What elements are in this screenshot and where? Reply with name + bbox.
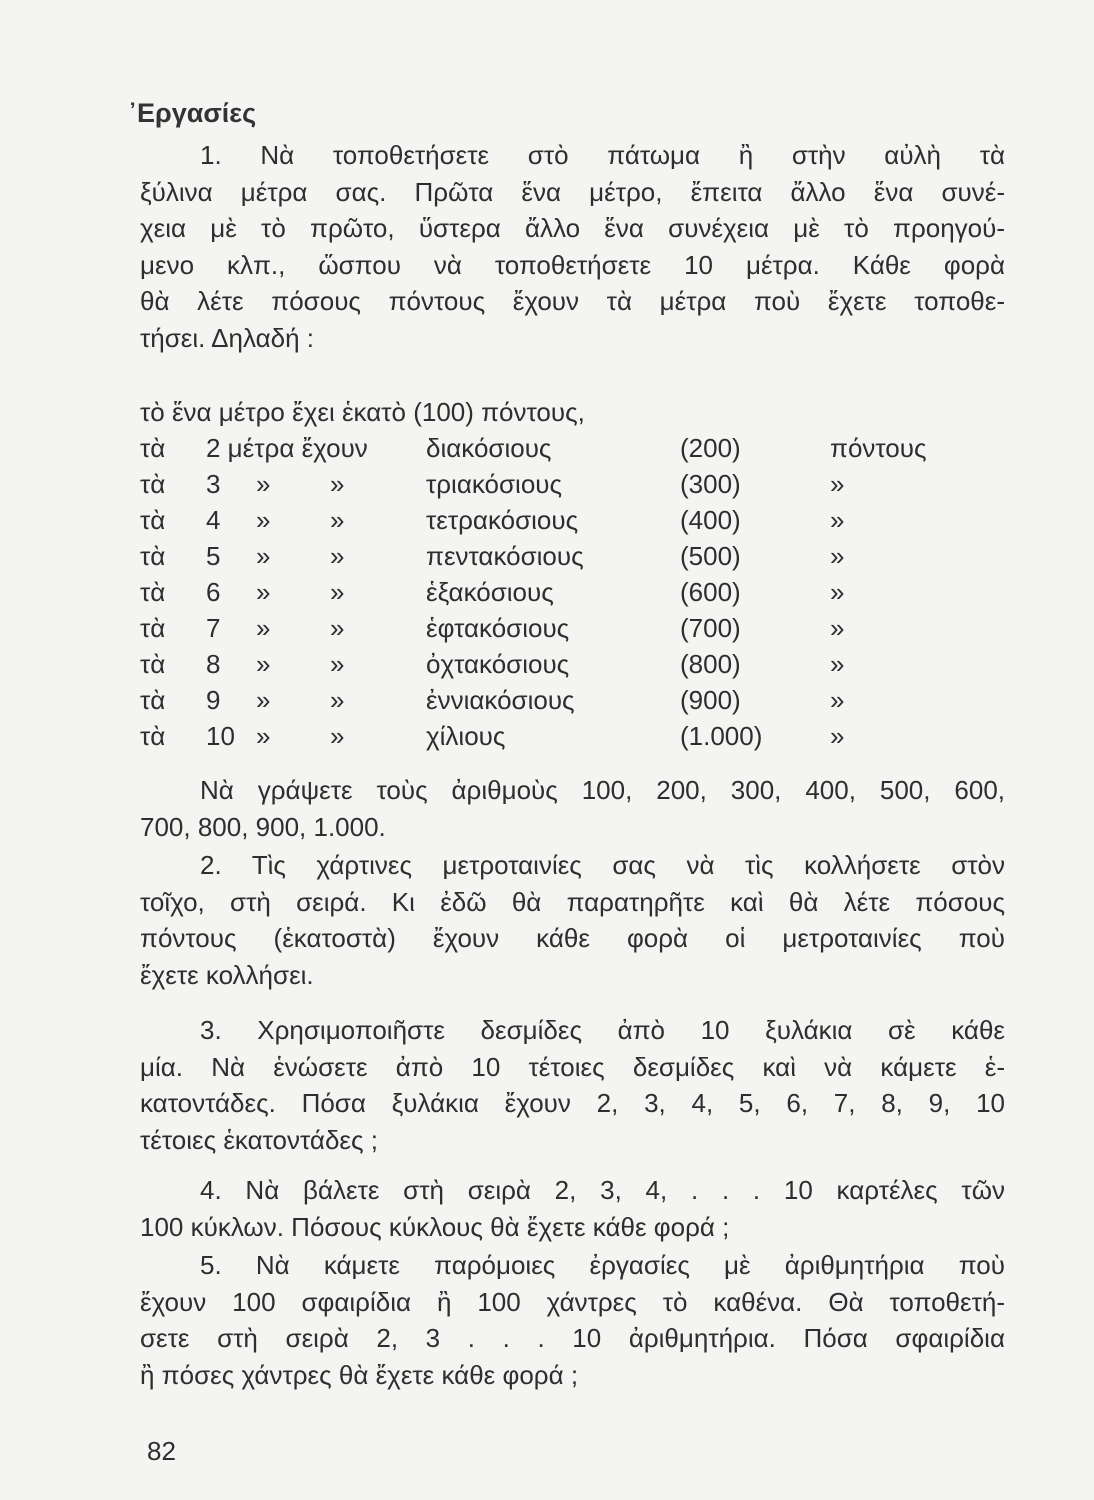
text-line: 100 κύκλων. Πόσους κύκλους θὰ ἔχετε κάθε φορά ; xyxy=(140,1211,730,1242)
text-line: 3. Χρησιμοποιῆστε δεσμίδες ἀπὸ 10 ξυλάκια σὲ κάθε xyxy=(200,1015,1005,1045)
table-cell-q1: » xyxy=(256,649,271,679)
table-cell-word: ἐννιακόσιους xyxy=(426,685,575,715)
table-cell-word: χίλιους xyxy=(426,721,506,751)
text-line: σετε στὴ σειρὰ 2, 3 . . . 10 ἀριθμητήρια. Πόσα σφαιρίδια xyxy=(140,1323,1005,1353)
text-line: χεια μὲ τὸ πρῶτο, ὕστερα ἄλλο ἕνα συνέχεια μὲ τὸ προηγού- xyxy=(140,213,1005,243)
table-cell-q2: » xyxy=(330,541,345,571)
write-numbers-paragraph xyxy=(140,772,1005,845)
table-cell-q1: » xyxy=(256,685,271,715)
table-cell-val: (700) xyxy=(680,613,741,643)
table-cell-word: πεντακόσιους xyxy=(426,541,584,571)
table-row xyxy=(140,502,1020,538)
text-line: 700, 800, 900, 1.000. xyxy=(140,811,386,842)
table-cell-word: τριακόσιους xyxy=(426,469,563,499)
table-cell-unit: » xyxy=(830,469,845,499)
table-cell-unit: » xyxy=(830,685,845,715)
section-heading: ᾿Εργασίες xyxy=(128,98,257,128)
table-cell-q2: » xyxy=(330,721,345,751)
table-cell-q1: » xyxy=(256,541,271,571)
table-cell-val: (500) xyxy=(680,541,741,571)
table-first-row-text: τὸ ἕνα μέτρο ἔχει ἑκατὸ (100) πόντους, xyxy=(140,397,585,427)
table-cell-num: 7 xyxy=(206,613,221,643)
table-cell-q2: » xyxy=(330,469,345,499)
table-cell-num: 9 xyxy=(206,685,221,715)
table-row xyxy=(140,466,1020,502)
table-cell-val: (200) xyxy=(680,433,741,463)
table-cell-unit: » xyxy=(830,505,845,535)
table-cell-num: 10 xyxy=(206,721,235,751)
table-cell-art: τὰ xyxy=(140,541,166,571)
table-cell-q2: » xyxy=(330,613,345,643)
text-line: Νὰ γράψετε τοὺς ἀριθμοὺς 100, 200, 300, 400, 500, 600, xyxy=(200,775,1005,805)
text-line: μία. Νὰ ἑνώσετε ἀπὸ 10 τέτοιες δεσμίδες καὶ νὰ κάμετε ἑ- xyxy=(140,1051,1005,1082)
table-cell-art: τὰ xyxy=(140,685,166,715)
exercise-5 xyxy=(140,1247,1005,1393)
table-cell-num: 8 xyxy=(206,649,221,679)
exercise-3 xyxy=(140,1012,1005,1158)
exercise-2 xyxy=(140,847,1005,993)
table-cell-word: ὀχτακόσιους xyxy=(426,649,570,679)
text-line: κατοντάδες. Πόσα ξυλάκια ἔχουν 2, 3, 4, 5, 6, 7, 8, 9, 10 xyxy=(140,1088,1005,1118)
text-line: ἔχετε κολλήσει. xyxy=(140,959,314,990)
table-cell-unit: » xyxy=(830,613,845,643)
table-cell-art: τὰ xyxy=(140,613,166,643)
table-cell-q2: » xyxy=(330,577,345,607)
table-cell-val: (1.000) xyxy=(680,721,763,751)
table-cell-num: 2 μέτρα ἔχουν xyxy=(206,433,368,463)
table-row xyxy=(140,682,1020,718)
page-number: 82 xyxy=(147,1436,176,1466)
table-cell-word: ἑξακόσιους xyxy=(426,577,554,607)
text-line: ξύλινα μέτρα σας. Πρῶτα ἕνα μέτρο, ἔπειτα ἄλλο ἕνα συνέ- xyxy=(140,176,1005,207)
table-cell-q1: » xyxy=(256,505,271,535)
table-cell-q1: » xyxy=(256,577,271,607)
exercise-1 xyxy=(140,137,1005,356)
table-cell-q1: » xyxy=(256,469,271,499)
table-cell-art: τὰ xyxy=(140,433,166,463)
text-line: πόντους (ἑκατοστὰ) ἔχουν κάθε φορὰ οἱ μετροταινίες ποὺ xyxy=(140,923,1005,953)
table-row xyxy=(140,538,1020,574)
text-line: ἔχουν 100 σφαιρίδια ἢ 100 χάντρες τὸ καθένα. Θὰ τοποθετή- xyxy=(140,1286,1005,1317)
table-cell-art: τὰ xyxy=(140,469,166,499)
table-row xyxy=(140,718,1020,754)
table-row xyxy=(140,610,1020,646)
table-cell-unit: » xyxy=(830,649,845,679)
text-line: 1. Νὰ τοποθετήσετε στὸ πάτωμα ἢ στὴν αὐλὴ τὰ xyxy=(200,140,1005,170)
meters-table xyxy=(140,394,1020,754)
table-cell-unit: » xyxy=(830,721,845,751)
table-cell-art: τὰ xyxy=(140,577,166,607)
table-cell-unit: » xyxy=(830,541,845,571)
table-cell-unit: » xyxy=(830,577,845,607)
table-row xyxy=(140,646,1020,682)
text-line: ἢ πόσες χάντρες θὰ ἔχετε κάθε φορά ; xyxy=(140,1359,579,1390)
table-cell-art: τὰ xyxy=(140,649,166,679)
text-line: 2. Τὶς χάρτινες μετροταινίες σας νὰ τὶς κολλήσετε στὸν xyxy=(200,850,1005,880)
table-cell-q2: » xyxy=(330,505,345,535)
table-cell-q1: » xyxy=(256,721,271,751)
table-cell-val: (600) xyxy=(680,577,741,607)
text-line: τοῖχο, στὴ σειρά. Κι ἐδῶ θὰ παρατηρῆτε καὶ θὰ λέτε πόσους xyxy=(140,886,1005,917)
table-cell-num: 4 xyxy=(206,505,221,535)
table-cell-val: (300) xyxy=(680,469,741,499)
table-cell-val: (800) xyxy=(680,649,741,679)
table-cell-word: διακόσιους xyxy=(426,433,552,463)
table-cell-q2: » xyxy=(330,685,345,715)
text-line: τήσει. Δηλαδή : xyxy=(140,322,315,353)
text-line: 5. Νὰ κάμετε παρόμοιες ἐργασίες μὲ ἀριθμητήρια ποὺ xyxy=(200,1250,1005,1280)
table-cell-q2: » xyxy=(330,649,345,679)
text-line: 4. Νὰ βάλετε στὴ σειρὰ 2, 3, 4, . . . 10 καρτέλες τῶν xyxy=(200,1175,1005,1205)
table-cell-val: (900) xyxy=(680,685,741,715)
exercise-4 xyxy=(140,1172,1005,1245)
table-cell-word: τετρακόσιους xyxy=(426,505,579,535)
table-cell-q1: » xyxy=(256,613,271,643)
table-row xyxy=(140,574,1020,610)
table-cell-val: (400) xyxy=(680,505,741,535)
table-cell-num: 3 xyxy=(206,469,221,499)
text-line: τέτοιες ἑκατοντάδες ; xyxy=(140,1124,378,1155)
table-cell-unit: πόντους xyxy=(830,433,927,463)
text-line: θὰ λέτε πόσους πόντους ἔχουν τὰ μέτρα ποὺ ἔχετε τοποθε- xyxy=(140,286,1005,316)
table-cell-art: τὰ xyxy=(140,505,166,535)
table-row xyxy=(140,430,1020,466)
text-line: μενο κλπ., ὥσπου νὰ τοποθετήσετε 10 μέτρα. Κάθε φορὰ xyxy=(140,249,1005,280)
table-cell-num: 5 xyxy=(206,541,221,571)
table-cell-art: τὰ xyxy=(140,721,166,751)
table-cell-word: ἑφτακόσιους xyxy=(426,613,570,643)
table-first-row xyxy=(140,394,1020,430)
table-cell-num: 6 xyxy=(206,577,221,607)
